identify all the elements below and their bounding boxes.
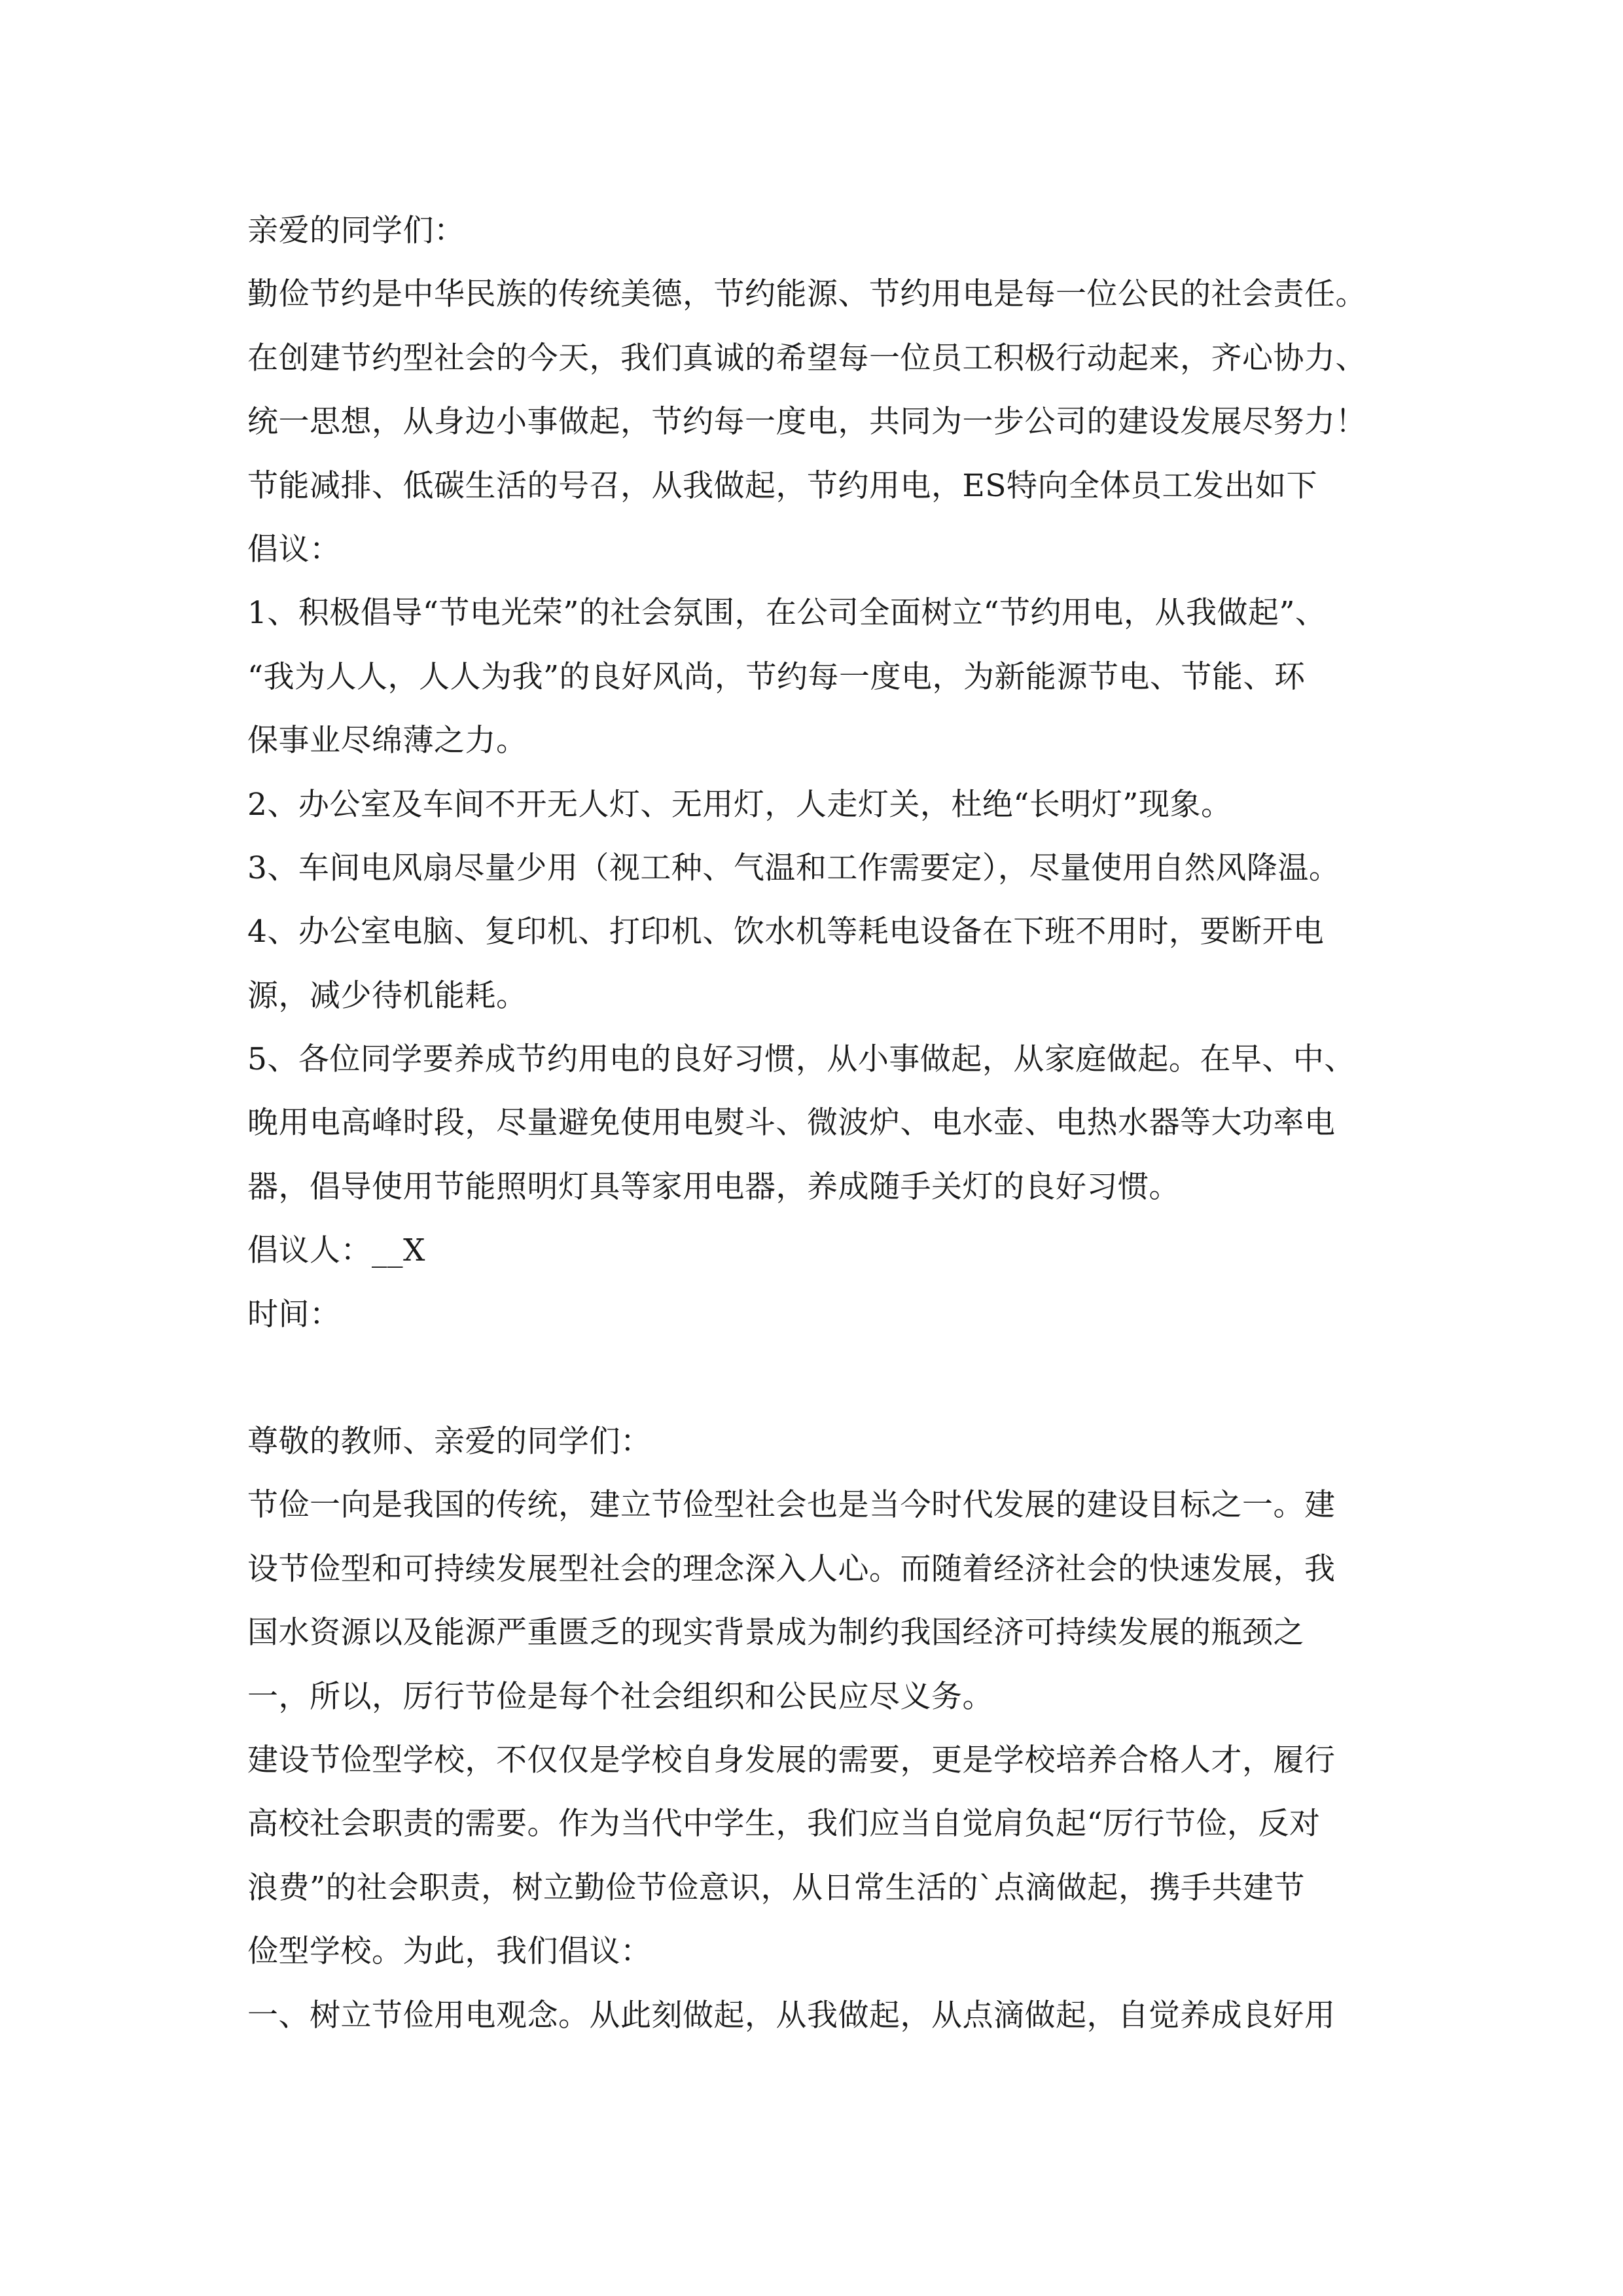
- signature-line: 倡议人：__X: [247, 1232, 425, 1269]
- list-item-1: 一、树立节俭用电观念。从此刻做起，从我做起，从点滴做起，自觉养成良好用: [247, 1997, 1336, 2034]
- paragraph-line: 俭型学校。为此，我们倡议：: [247, 1933, 652, 1970]
- letter-1: [247, 199, 1399, 1346]
- paragraph-line: 国水资源以及能源严重匮乏的现实背景成为制约我国经济可持续发展的瓶颈之: [247, 1615, 1304, 1651]
- list-item-1-cont: “我为人人，人人为我”的良好风尚，节约每一度电，为新能源节电、节能、环: [247, 658, 1306, 695]
- list-item-4-cont: 源，减少待机能耗。: [247, 977, 527, 1014]
- letter-2: [247, 1410, 1399, 2047]
- paragraph-line: 设节俭型和可持续发展型社会的理念深入人心。而随着经济社会的快速发展，我: [247, 1551, 1336, 1587]
- list-item-5-cont: 器，倡导使用节能照明灯具等家用电器，养成随手关灯的良好习惯。: [247, 1168, 1180, 1205]
- paragraph-line: 勤俭节约是中华民族的传统美德，节约能源、节约用电是每一位公民的社会责任。: [247, 276, 1366, 313]
- list-item-4: 4、办公室电脑、复印机、打印机、饮水机等耗电设备在下班不用时，要断开电: [247, 914, 1325, 950]
- salutation: 尊敬的教师、亲爱的同学们：: [247, 1424, 652, 1460]
- paragraph-line: 建设节俭型学校，不仅仅是学校自身发展的需要，更是学校培养合格人才，履行: [247, 1742, 1336, 1778]
- paragraph-line: 在创建节约型社会的今天，我们真诚的希望每一位员工积极行动起来，齐心协力、: [247, 340, 1366, 376]
- list-item-5-cont: 晚用电高峰时段，尽量避免使用电熨斗、微波炉、电水壶、电热水器等大功率电: [247, 1105, 1336, 1141]
- date-line: 时间：: [247, 1296, 341, 1333]
- paragraph-line: 浪费”的社会职责，树立勤俭节俭意识，从日常生活的`点滴做起，携手共建节: [247, 1869, 1306, 1906]
- paragraph-line: 高校社会职责的需要。作为当代中学生，我们应当自觉肩负起“厉行节俭，反对: [247, 1806, 1321, 1842]
- list-item-1: 1、积极倡导“节电光荣”的社会氛围，在公司全面树立“节约用电，从我做起”、: [247, 595, 1327, 632]
- paragraph-line: 统一思想，从身边小事做起，节约每一度电，共同为一步公司的建设发展尽努力！: [247, 404, 1366, 440]
- salutation: 亲爱的同学们：: [247, 213, 465, 249]
- list-item-1-cont: 保事业尽绵薄之力。: [247, 723, 527, 759]
- list-item-3: 3、车间电风扇尽量少用（视工种、气温和工作需要定），尽量使用自然风降温。: [247, 850, 1340, 886]
- paragraph-line: 节俭一向是我国的传统，建立节俭型社会也是当今时代发展的建设目标之一。建: [247, 1487, 1336, 1524]
- list-item-5: 5、各位同学要养成节约用电的良好习惯，从小事做起，从家庭做起。在早、中、: [247, 1041, 1355, 1078]
- paragraph-line: 倡议：: [247, 531, 341, 567]
- list-item-2: 2、办公室及车间不开无人灯、无用灯，人走灯关，杜绝“长明灯”现象。: [247, 786, 1232, 823]
- paragraph-line: 节能减排、低碳生活的号召，从我做起，节约用电，ES特向全体员工发出如下: [247, 467, 1318, 504]
- paragraph-line: 一，所以，厉行节俭是每个社会组织和公民应尽义务。: [247, 1678, 993, 1715]
